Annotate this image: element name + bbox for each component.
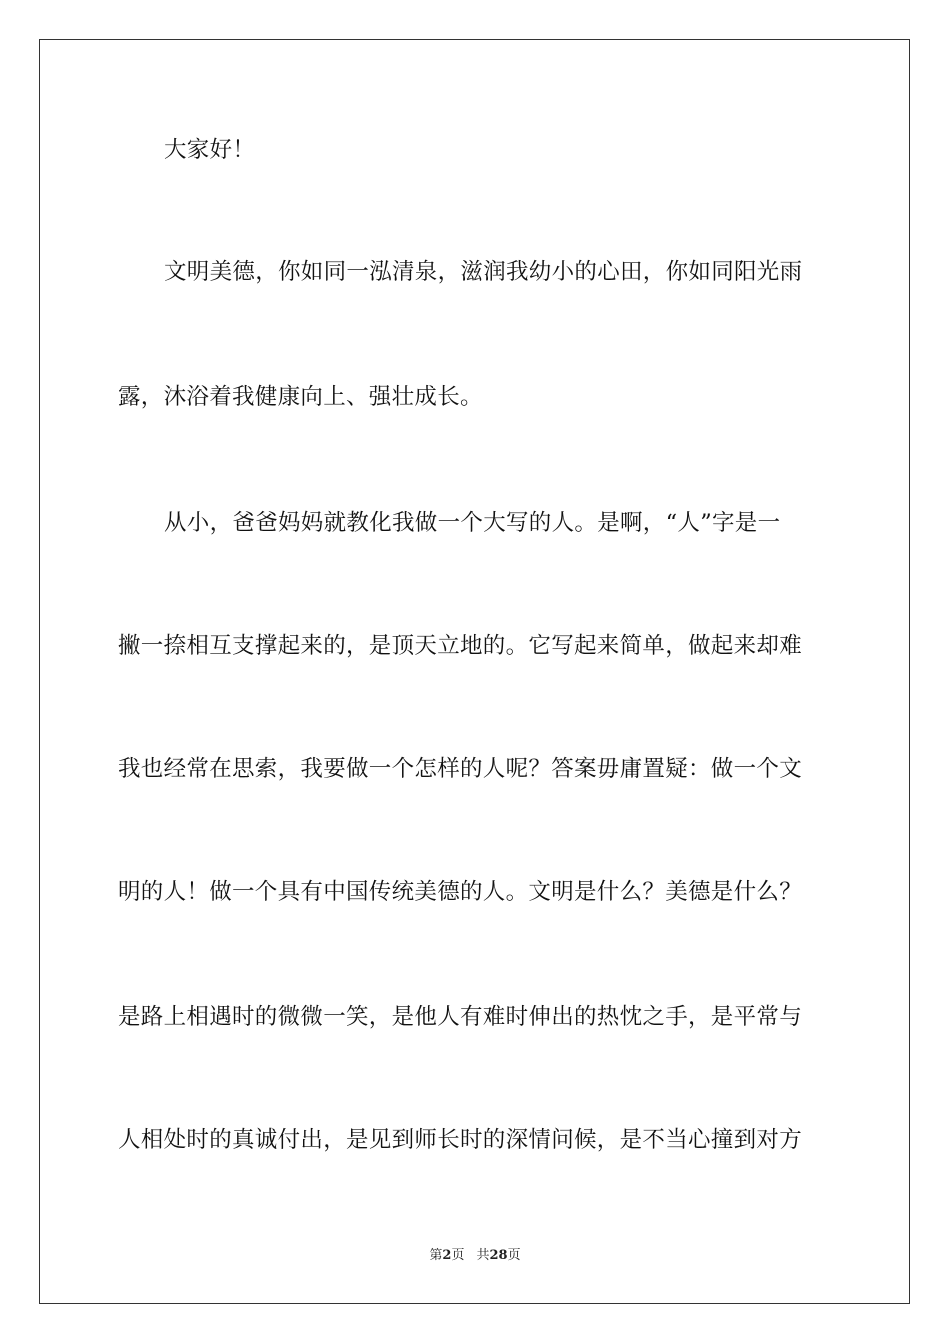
total-prefix: 共 — [476, 1248, 490, 1263]
page-border — [39, 39, 910, 1304]
greeting-line: 大家好！ — [164, 137, 256, 163]
paragraph-2-line-3: 我也经常在思索，我要做一个怎样的人呢？答案毋庸置疑：做一个文 — [118, 756, 803, 782]
paragraph-1-line-1: 文明美德，你如同一泓清泉，滋润我幼小的心田，你如同阳光雨 — [164, 259, 803, 285]
paragraph-2-line-6: 人相处时的真诚付出，是见到师长时的深情问候，是不当心撞到对方 — [118, 1127, 803, 1153]
total-pages: 28 — [489, 1248, 508, 1263]
page-number: 2 — [442, 1248, 452, 1263]
total-suffix: 页 — [507, 1248, 521, 1263]
page-footer — [0, 1247, 950, 1265]
paragraph-2-line-5: 是路上相遇时的微微一笑，是他人有难时伸出的热忱之手，是平常与 — [118, 1004, 803, 1030]
page-prefix: 第 — [429, 1248, 443, 1263]
page-suffix: 页 — [451, 1248, 465, 1263]
paragraph-2-line-4: 明的人！做一个具有中国传统美德的人。文明是什么？美德是什么？ — [118, 879, 803, 905]
paragraph-2-line-2: 撇一捺相互支撑起来的，是顶天立地的。它写起来简单，做起来却难 — [118, 633, 803, 659]
paragraph-2-line-1: 从小，爸爸妈妈就教化我做一个大写的人。是啊，“人”字是一 — [164, 510, 781, 536]
paragraph-1-line-2: 露，沐浴着我健康向上、强壮成长。 — [118, 384, 483, 410]
